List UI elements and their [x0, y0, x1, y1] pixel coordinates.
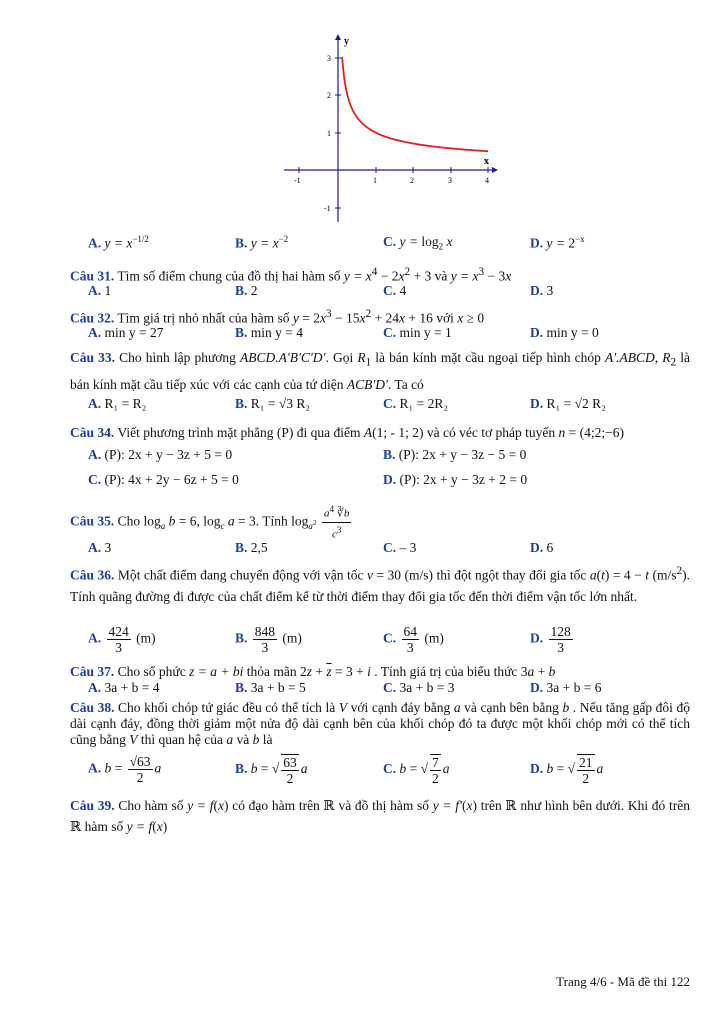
question-37: Câu 37. Cho số phức z = a + bi thỏa mãn $2z + \overline{z} = 3 + i$ . Tính giá trị của biểu thức 3a + b: [70, 664, 556, 679]
answer-b[interactable]: B. 2: [235, 283, 258, 298]
answer-c[interactable]: C. 4: [383, 283, 407, 298]
x-axis-label: x: [484, 156, 489, 167]
answer-d[interactable]: D. min y = 0: [530, 325, 599, 340]
answer-c[interactable]: C. $\frac{64}{3}$ (m): [383, 624, 444, 655]
q30-answers: [0, 234, 724, 254]
x-tick-label: 1: [373, 176, 377, 185]
answer-c[interactable]: C. – 3: [383, 540, 417, 555]
question-33: Câu 33. Cho hình lập phương ABCD.A'B'C'D'. Gọi $R_1$ là bán kính mặt cầu ngoại tiếp hình chóp A'.ABCD, $R_2$ là bán kính mặt cầu tiếp xúc với các cạnh của tứ diện ACB'D'. Ta có: [70, 350, 691, 392]
answer-c[interactable]: C. $y = \log_2 x$: [383, 234, 453, 252]
x-tick-label: 2: [410, 176, 414, 185]
answer-a[interactable]: A. R₁ = R₂: [88, 396, 147, 411]
answer-d[interactable]: D. (P): 2x + y − 3z + 2 = 0: [383, 472, 528, 487]
answer-b[interactable]: B. b = √ $\frac{63}{2}$ a: [235, 755, 308, 786]
answer-a[interactable]: A. 3a + b = 4: [88, 680, 160, 695]
answer-d[interactable]: D. R₁ = √2 R₂: [530, 396, 606, 411]
question-38: Câu 38. Cho khối chóp tứ giác đều có thể tích là V với cạnh đáy bằng a và cạnh bên bằng b . Nếu tăng gấp đôi độ dài cạnh đáy, đồng thời giảm một nửa độ dài cạnh bên của khối chóp đó ta được một khối chóp mới có thể tích cũng bằng V thì quan hệ của a và b là: [70, 700, 691, 747]
q37-answers: [0, 680, 724, 700]
question-36: Câu 36. Một chất điểm đang chuyển động với vận tốc v = 30 (m/s) thì đột ngột thay đổi gia tốc a(t) = 4 − t $(m/s^2)$. Tính quãng đường đi được của chất điểm kể từ thời điểm thay đổi gia tốc đến thời điểm vận tốc lớn nhất.: [70, 565, 690, 604]
question-35: Câu 35. Cho $\log_a b = 6$, $\log_c a = 3$. Tính $\log_{a^2}$ $\frac{a^4 ∛b}{c^3}$: [70, 504, 350, 541]
answer-a[interactable]: A. (P): 2x + y − 3z + 5 = 0: [88, 447, 233, 462]
answer-c[interactable]: C. b = √ $\frac{7}{2}$ a: [383, 755, 450, 786]
answer-a[interactable]: A. $\frac{424}{3}$ (m): [88, 624, 156, 655]
answer-c[interactable]: C. 3a + b = 3: [383, 680, 455, 695]
question-31: Câu 31. Tìm số điểm chung của đồ thị hai hàm số $y = x^4 - 2x^2 + 3$ và $y = x^3 - 3x$: [70, 266, 512, 284]
answer-a[interactable]: A. b = $\frac{√63}{2}$ a: [88, 754, 162, 785]
answer-b[interactable]: B. R₁ = √3 R₂: [235, 396, 311, 411]
x-tick-label: 3: [448, 176, 452, 185]
answer-b[interactable]: B. $y = x^{-2}$: [235, 234, 289, 251]
question-34: Câu 34. Viết phương trình mặt phẳng (P) đi qua điểm A(1; - 1; 2) và có véc tơ pháp tuyến n = (4;2;−6): [70, 425, 624, 440]
answer-c[interactable]: C. R₁ = 2R₂: [383, 396, 449, 411]
x-tick-label: 4: [485, 176, 489, 185]
y-axis-label: y: [344, 36, 349, 47]
answer-c[interactable]: C. min y = 1: [383, 325, 452, 340]
answer-d[interactable]: D. $y = 2^{-x}$: [530, 234, 585, 251]
q33-answers: [0, 396, 724, 416]
q38-answers: [0, 752, 724, 792]
answer-a[interactable]: A. min y = 27: [88, 325, 164, 340]
answer-b[interactable]: B. (P): 2x + y − 3z − 5 = 0: [383, 447, 527, 462]
q32-answers: [0, 325, 724, 345]
answer-b[interactable]: B. 3a + b = 5: [235, 680, 306, 695]
q34-answers-1: [0, 447, 724, 467]
answer-d[interactable]: D. 3: [530, 283, 554, 298]
function-curve: [342, 57, 488, 151]
answer-b[interactable]: B. $\frac{848}{3}$ (m): [235, 624, 302, 655]
answer-d[interactable]: D. 6: [530, 540, 554, 555]
function-graph: [280, 30, 500, 230]
answer-b[interactable]: B. 2,5: [235, 540, 268, 555]
y-tick-label: 2: [327, 91, 331, 100]
answer-d[interactable]: D. $\frac{128}{3}$: [530, 624, 571, 655]
y-tick-label: -1: [324, 204, 331, 213]
q35-answers: [0, 540, 724, 560]
y-tick-label: 1: [327, 129, 331, 138]
answer-b[interactable]: B. min y = 4: [235, 325, 304, 340]
answer-a[interactable]: A. 1: [88, 283, 112, 298]
q36-answers: [0, 624, 724, 660]
page-footer: Trang 4/6 - Mã đề thi 122: [556, 974, 690, 989]
y-tick-label: 3: [327, 54, 331, 63]
question-39: Câu 39. Cho hàm số y = f(x) có đạo hàm trên ℝ và đồ thị hàm số y = f′(x) trên ℝ như hình bên dưới. Khi đó trên ℝ hàm số y = f(x): [70, 798, 690, 834]
answer-d[interactable]: D. b = √ $\frac{21}{2}$ a: [530, 755, 604, 786]
answer-d[interactable]: D. 3a + b = 6: [530, 680, 602, 695]
answer-a[interactable]: A. $y = x^{-1/2}$: [88, 234, 149, 251]
answer-c[interactable]: C. (P): 4x + 2y − 6z + 5 = 0: [88, 472, 239, 487]
answer-a[interactable]: A. 3: [88, 540, 112, 555]
q31-answers: [0, 283, 724, 303]
question-32: Câu 32. Tìm giá trị nhỏ nhất của hàm số $y = 2x^3 - 15x^2 + 24x + 16$ với x ≥ 0: [70, 308, 485, 326]
x-tick-label: -1: [294, 176, 301, 185]
q34-answers-2: [0, 472, 724, 492]
